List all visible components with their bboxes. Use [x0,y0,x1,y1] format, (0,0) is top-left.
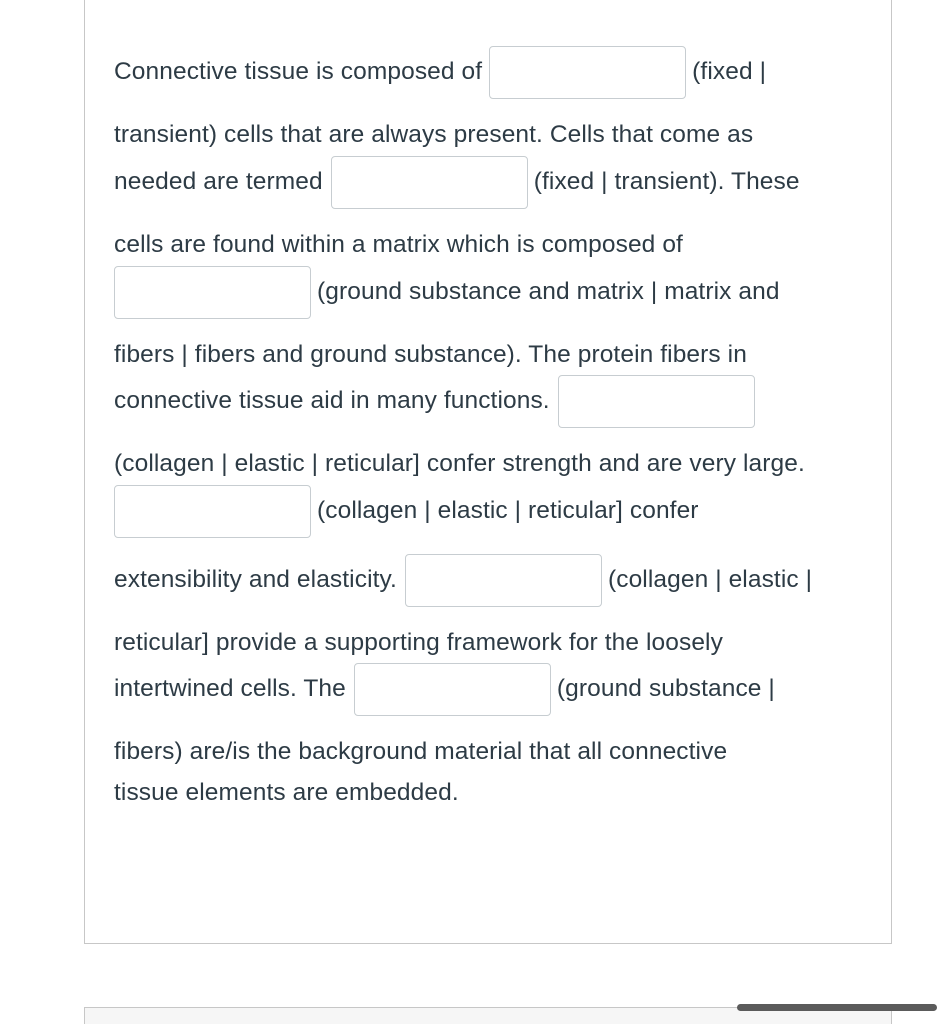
question-line [114,560,812,600]
question-line [114,162,800,202]
question-line [114,491,699,531]
question-text: connective tissue aid in many functions. [114,387,550,414]
question-line [114,115,753,155]
blank-3-input[interactable] [114,266,311,319]
question-text: (ground substance | [556,675,775,702]
blank-6-input[interactable] [405,554,602,607]
question-text: fibers | fibers and ground substance). The protein fibers in [114,341,747,368]
question-text: needed are termed [114,168,323,195]
question-text: (ground substance and matrix | matrix and [317,278,780,305]
blank-2-input[interactable] [331,156,528,209]
question-text: fibers) are/is the background material that all connective [114,738,728,765]
question-text: extensibility and elasticity. [114,566,397,593]
question-text: (collagen | elastic | reticular] confer [317,497,699,524]
question-line [114,732,727,772]
question-text: (collagen | elastic | reticular] confer strength and are very large. [114,450,805,477]
question-text: tissue elements are embedded. [114,779,459,806]
question-line [114,335,747,375]
question-text: transient) cells that are always present. Cells that come as [114,121,754,148]
scroll-indicator[interactable] [737,1004,937,1011]
question-line [114,444,805,484]
blank-4-input[interactable] [558,375,755,428]
question-line [114,52,766,92]
question-line [114,623,723,663]
question-line [114,272,780,312]
blank-7-input[interactable] [354,663,551,716]
question-text: (fixed | [692,58,767,85]
question-line [114,669,775,709]
question-line [114,773,459,813]
question-text: intertwined cells. The [114,675,346,702]
question-text: cells are found within a matrix which is composed of [114,231,683,258]
question-text: (collagen | elastic | [607,566,813,593]
question-text: (fixed | transient). These [533,168,800,195]
question-line [114,225,683,265]
blank-1-input[interactable] [489,46,686,99]
question-text: Connective tissue is composed of [114,58,483,85]
question-line [114,381,761,421]
blank-5-input[interactable] [114,485,311,538]
question-text: reticular] provide a supporting framework for the loosely [114,629,723,656]
